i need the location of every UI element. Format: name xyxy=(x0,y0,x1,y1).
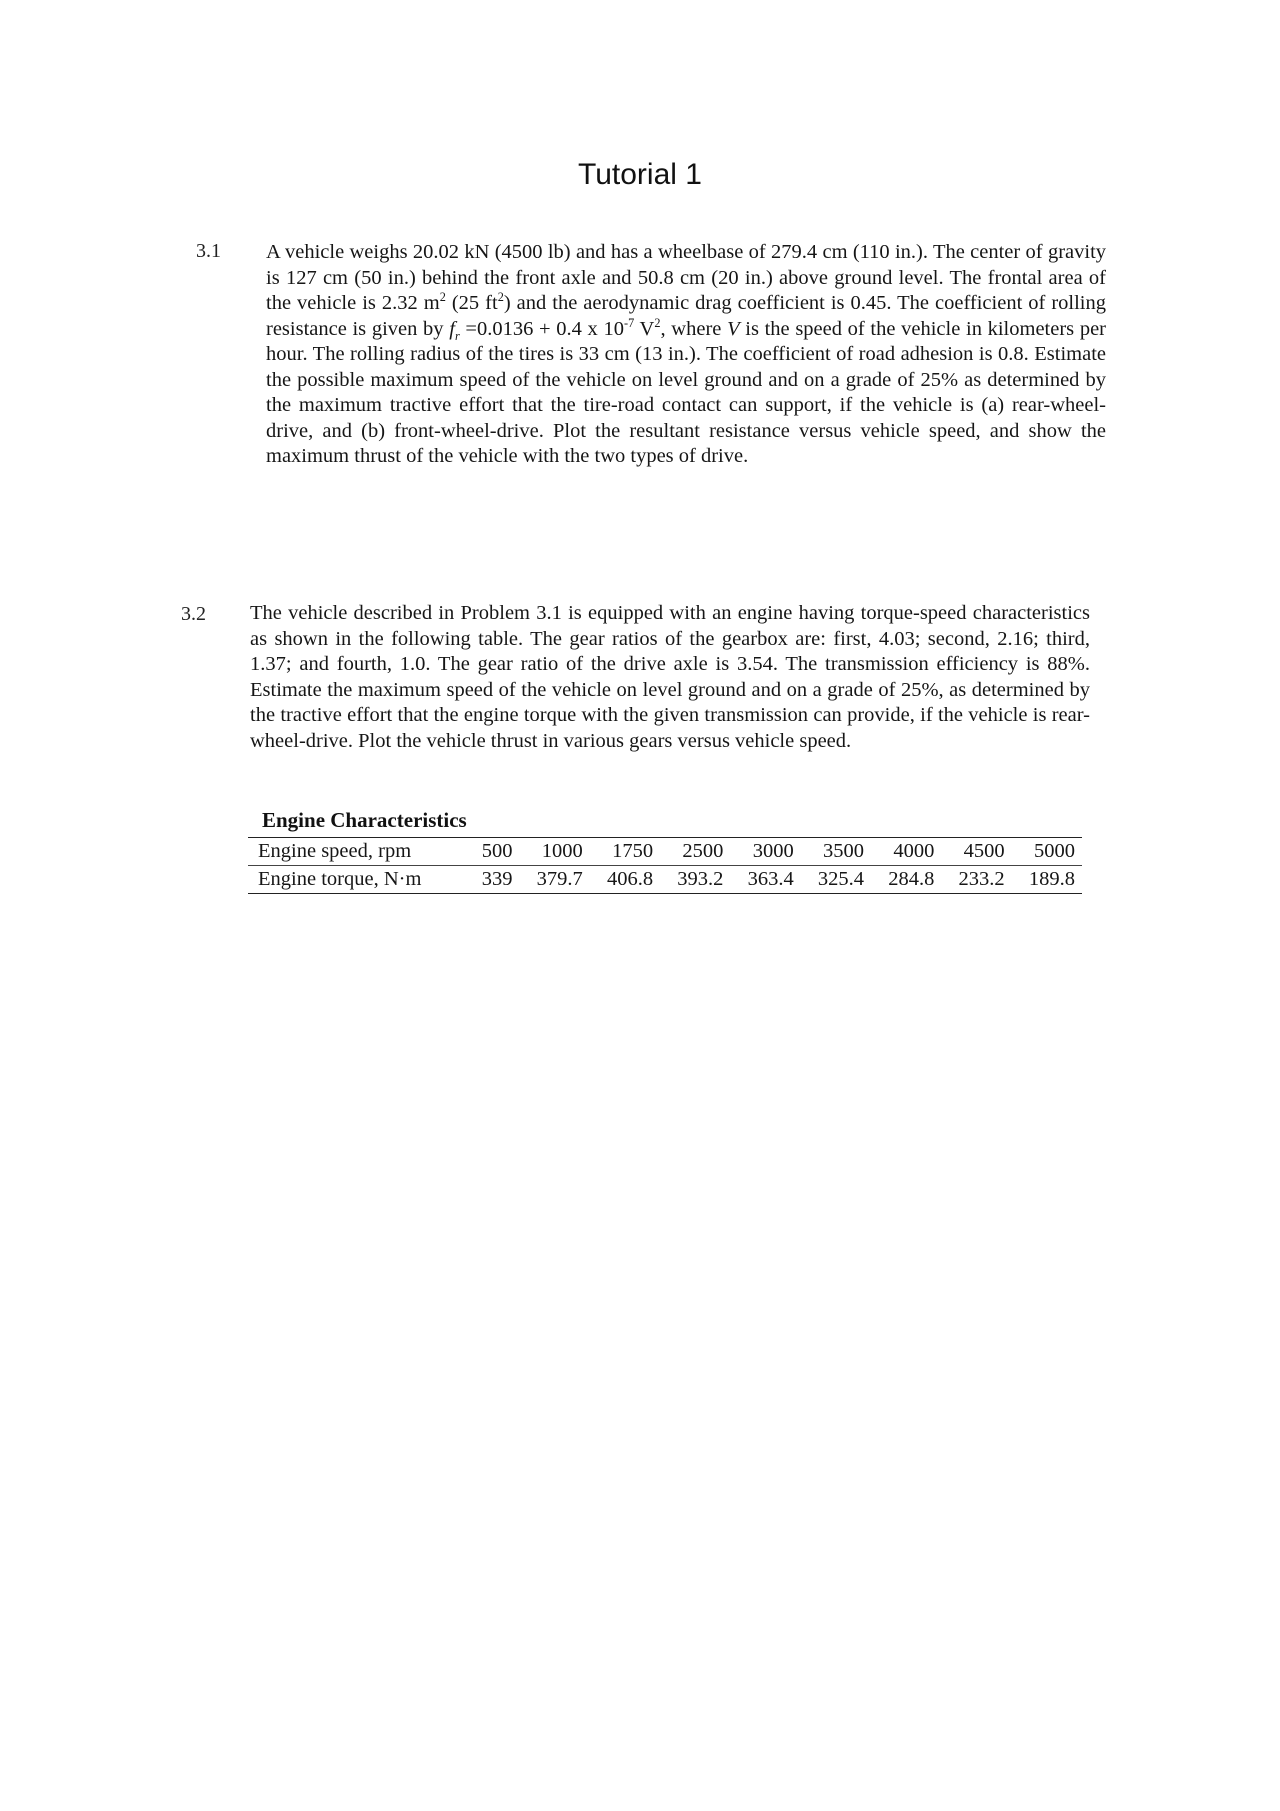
superscript: 2 xyxy=(497,290,504,305)
text-run: ground level. The frontal area of the vehicle is 2.32 m xyxy=(266,266,1107,314)
text-run: =0.0136 + 0.4 x 10 xyxy=(459,317,624,340)
table-cell: 363.4 xyxy=(730,866,800,894)
table-row xyxy=(248,866,1082,894)
table-cell: 4500 xyxy=(941,838,1011,866)
text-run: A vehicle weighs 20.02 kN (4500 lb) and has a wheelbase of 279.4 cm (110 in.). The xyxy=(266,241,965,263)
text-run: is the speed of the vehicle in kilometers per hour. The rolling radius of the xyxy=(266,317,1106,365)
table-cell: 1000 xyxy=(519,838,589,866)
table-cell: 393.2 xyxy=(660,866,730,894)
superscript: -7 xyxy=(623,315,635,330)
table-cell: 325.4 xyxy=(801,866,871,894)
superscript: 2 xyxy=(654,315,661,330)
text-run: (25 ft xyxy=(451,292,498,314)
table-cell: 2500 xyxy=(660,838,730,866)
table-cell: 233.2 xyxy=(941,866,1011,894)
problem-text xyxy=(266,240,1106,470)
variable-v: V xyxy=(727,317,740,340)
text-run: center of gravity is 127 cm (50 in.) behind the front axle and 50.8 cm (20 in.) above xyxy=(266,241,1107,289)
superscript: 2 xyxy=(439,290,446,305)
table-cell: 4000 xyxy=(871,838,941,866)
engine-characteristics-table xyxy=(248,837,1082,894)
table-caption: Engine Characteristics xyxy=(262,808,467,832)
problem-number: 3.1 xyxy=(196,240,221,262)
table-cell: 406.8 xyxy=(590,866,660,894)
table-cell: 189.8 xyxy=(1012,866,1082,894)
subscript: r xyxy=(454,328,460,343)
row-label: Engine torque, N·m xyxy=(248,866,467,894)
table-cell: 379.7 xyxy=(519,866,589,894)
text-run: ) and the aerodynamic drag xyxy=(503,292,732,314)
table-cell: 5000 xyxy=(1012,838,1082,866)
page-title: Tutorial 1 xyxy=(578,158,702,191)
text-run: V xyxy=(639,317,655,340)
table-cell: 284.8 xyxy=(871,866,941,894)
problem-text: The vehicle described in Problem 3.1 is equipped with an engine having torque-speed characteristics as shown in the following table. The gear ratios of the gearbox are: first, 4.03; second, 2.16; third, 1.37; and fourth, 1.0. The gear ratio of the drive axle is 3.54. The transmission efficiency is 88%. Estimate the maximum speed of the vehicle on level ground and on a grade of 25%, as determined by the tractive effort that the engine torque with the given transmission can provide, if the vehicle is rear-wheel-drive. Plot the vehicle thrust in various gears versus vehicle speed. xyxy=(250,602,1090,752)
text-run: , where xyxy=(660,317,728,340)
table-cell: 1750 xyxy=(590,838,660,866)
table-cell: 3000 xyxy=(730,838,800,866)
table-cell: 500 xyxy=(467,838,519,866)
row-label: Engine speed, rpm xyxy=(248,838,467,866)
problem-number: 3.2 xyxy=(181,603,206,625)
text-run: coefficient is 0.45. The coefficient of rolling resistance is given by xyxy=(266,292,1106,340)
table-row xyxy=(248,838,1082,866)
table-cell: 339 xyxy=(467,866,519,894)
table-cell: 3500 xyxy=(801,838,871,866)
text-run: tires is 33 cm (13 in.). The coefficient of road adhesion is 0.8. Estimate the possible maximum speed of the vehicle on level ground and on a grade of 25% as determined by the maximum tractive effort that the tire-road contact can support, if the vehicle is (a) rear-wheel-drive, and (b) front-wheel-drive. Plot the resultant resistance versus vehicle speed, and show the maximum thrust of the vehicle with the two types of drive. xyxy=(266,343,1106,467)
variable-f: f xyxy=(449,317,455,340)
